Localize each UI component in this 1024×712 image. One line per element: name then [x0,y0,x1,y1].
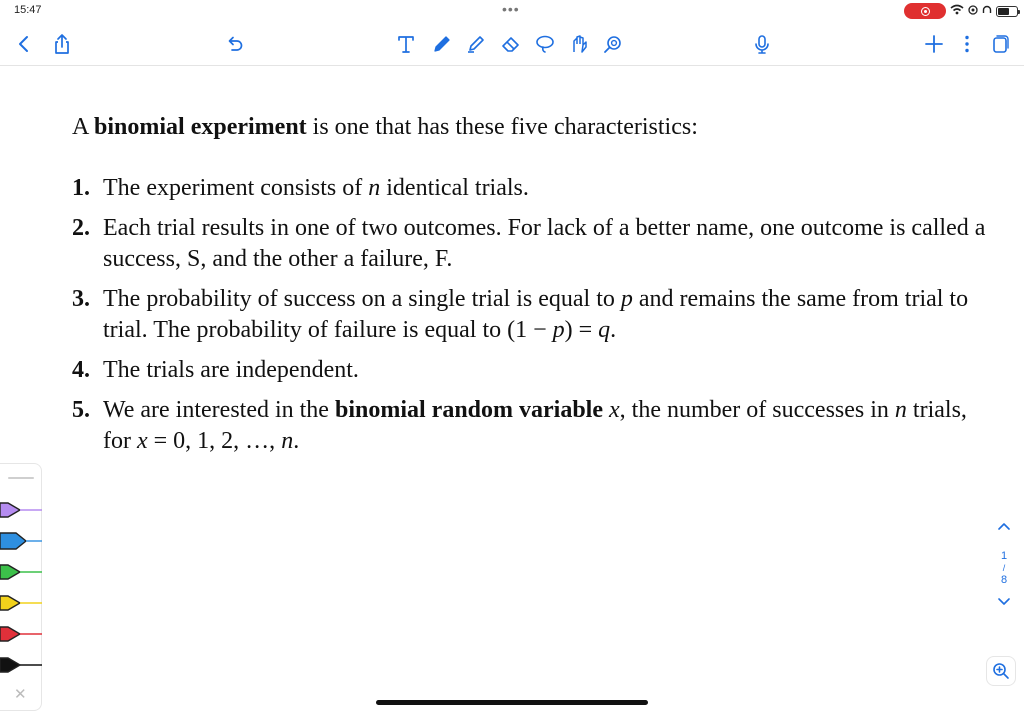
location-icon [968,5,978,18]
list-item: 1. The experiment consists of n identical trials. [72,173,992,204]
highlighter-tool-icon[interactable] [464,32,488,56]
item-number: 5. [72,397,90,423]
home-indicator[interactable] [376,700,648,705]
back-chevron-icon[interactable] [12,32,36,56]
shapes-tool-icon[interactable] [567,32,591,56]
screen-recording-icon [904,3,946,19]
pages-icon[interactable] [988,32,1012,56]
status-bar [0,0,1024,22]
page-navigation [992,516,1016,612]
total-pages: 8 [1000,574,1008,586]
doc-intro: A binomial experiment is one that has these five characteristics: [72,114,698,140]
pen-black[interactable] [0,655,42,675]
status-indicators [904,3,1018,19]
current-page: 1 [1000,550,1008,562]
pen-purple[interactable] [0,500,42,520]
status-time: 15:47 [14,4,42,16]
headphones-icon [982,5,992,18]
page-separator: / [1002,563,1006,573]
term-binomial-experiment: binomial experiment [94,114,307,140]
list-item: 2. Each trial results in one of two outcomes. For lack of a better name, one outcome is called a success, S, and the other a failure, F. [72,215,986,272]
pen-tool-icon[interactable] [430,32,454,56]
multitasking-dots-icon[interactable]: ••• [502,1,520,17]
share-icon[interactable] [50,32,74,56]
zoom-icon[interactable] [986,656,1016,686]
item-number: 1. [72,175,90,201]
close-palette-icon[interactable]: ✕ [14,686,27,703]
pen-blue[interactable] [0,531,42,551]
pen-red[interactable] [0,624,42,644]
more-options-icon[interactable] [955,32,979,56]
undo-icon[interactable] [222,32,246,56]
previous-page-chevron-icon[interactable] [992,516,1016,536]
pen-palette [0,463,42,711]
toolbar [0,24,1024,66]
wifi-icon [950,4,964,18]
list-item: 5. We are interested in the binomial random variable x, the number of successes in n trials, for x = 0, 1, 2, …, n. [72,397,967,454]
next-page-chevron-icon[interactable] [992,592,1016,612]
item-number: 4. [72,357,90,383]
pen-green[interactable] [0,562,42,582]
add-icon[interactable] [922,32,946,56]
list-item: 4. The trials are independent. [72,355,992,386]
battery-icon [996,6,1018,17]
eraser-tool-icon[interactable] [499,32,523,56]
term-binomial-random-variable: binomial random variable [334,397,603,423]
item-number: 2. [72,215,90,241]
microphone-icon[interactable] [750,32,774,56]
characteristics-list [72,173,992,457]
pen-yellow[interactable] [0,593,42,613]
lasso-tool-icon[interactable] [533,32,557,56]
document-page [72,112,992,466]
laser-pointer-icon[interactable] [601,32,625,56]
item-number: 3. [72,286,90,312]
list-item: 3. The probability of success on a single trial is equal to p and remains the same from trial to trial. The probability of failure is equal to (1 − p) = q. [72,286,969,343]
text-tool-icon[interactable] [394,32,418,56]
palette-drag-handle[interactable] [8,477,34,479]
